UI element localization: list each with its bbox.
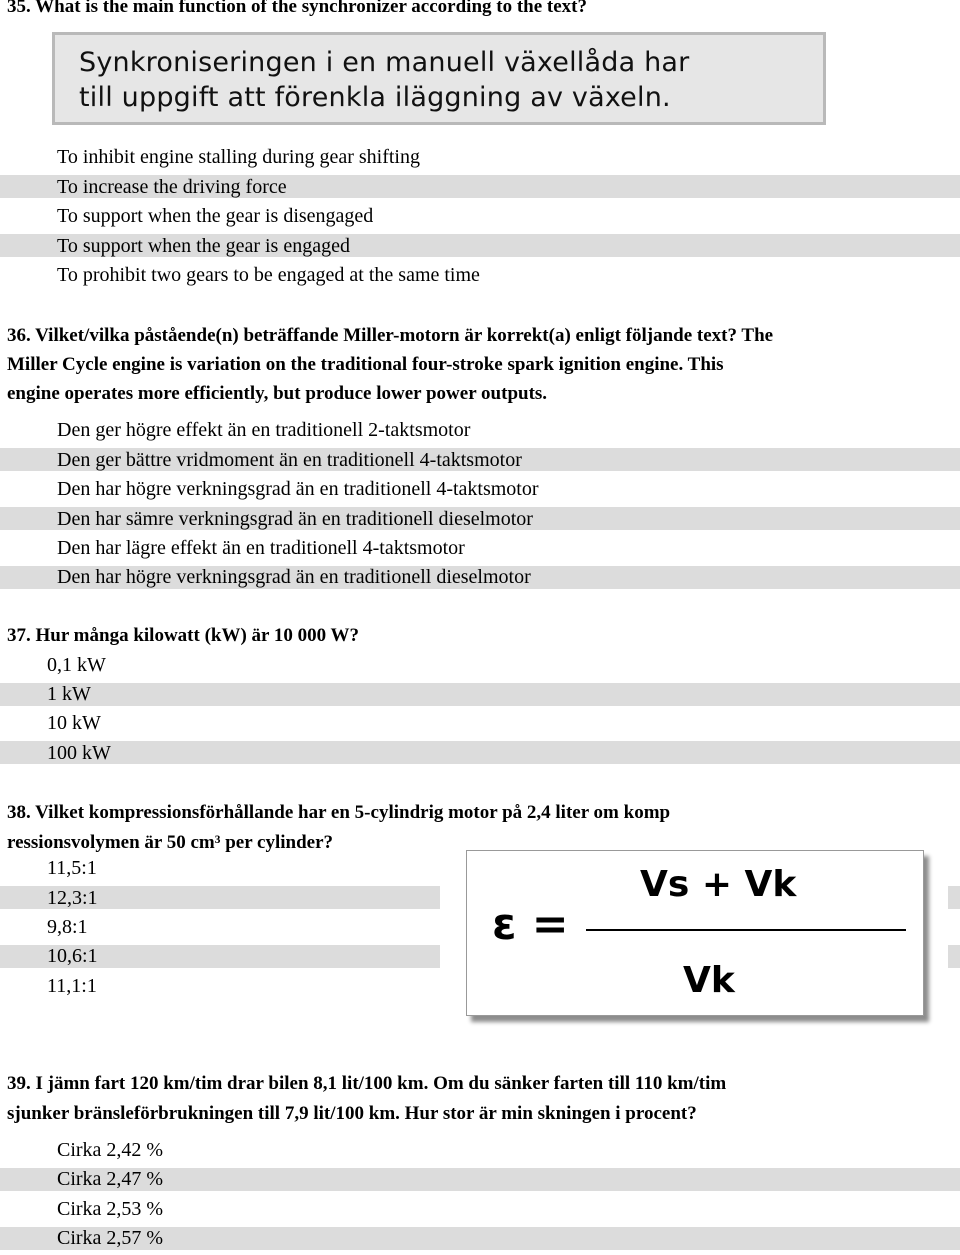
- q37-option-2[interactable]: 1 kW: [47, 683, 91, 705]
- q38-option-5[interactable]: 11,1:1: [47, 975, 97, 997]
- formula-lhs: ε =: [492, 899, 569, 950]
- question-36-line-1: 36. Vilket/vilka påstående(n) beträffande Miller-motorn är korrekt(a) enligt följande text? The: [7, 325, 774, 346]
- question-38-line-1: 38. Vilket kompressionsförhållande har en 5-cylindrig motor på 2,4 liter om komp: [7, 802, 671, 823]
- question-36-line-3: engine operates more efficiently, but produce lower power outputs.: [7, 383, 548, 404]
- q38-option-3[interactable]: 9,8:1: [47, 916, 88, 938]
- q35-option-3[interactable]: To support when the gear is disengaged: [57, 205, 374, 227]
- question-35: 35. What is the main function of the synchronizer according to the text?: [7, 0, 588, 17]
- q35-option-2[interactable]: To increase the driving force: [57, 176, 287, 198]
- q39-option-2[interactable]: Cirka 2,47 %: [57, 1168, 164, 1190]
- q37-option-3[interactable]: 10 kW: [47, 712, 101, 734]
- question-38-line-2: ressionsvolymen är 50 cm³ per cylinder?: [7, 832, 334, 853]
- question-36-line-2: Miller Cycle engine is variation on the traditional four-stroke spark ignition engine. This: [7, 354, 724, 375]
- q36-option-5[interactable]: Den har lägre effekt än en traditionell 4-taktsmotor: [57, 537, 465, 559]
- fraction-bar: [586, 929, 906, 931]
- question-37: 37. Hur många kilowatt (kW) är 10 000 W?: [7, 625, 360, 646]
- q36-option-2[interactable]: Den ger bättre vridmoment än en traditionell 4-taktsmotor: [57, 449, 522, 471]
- q38-option-2[interactable]: 12,3:1: [47, 887, 98, 909]
- image-text-line-1: Synkroniseringen i en manuell växellåda har: [79, 47, 690, 78]
- question-39-line-2: sjunker bränsleförbrukningen till 7,9 lit/100 km. Hur stor är min skningen i procent?: [7, 1103, 697, 1124]
- q36-option-3[interactable]: Den har högre verkningsgrad än en traditionell 4-taktsmotor: [57, 478, 539, 500]
- q38-option-4[interactable]: 10,6:1: [47, 945, 98, 967]
- q35-option-4[interactable]: To support when the gear is engaged: [57, 235, 350, 257]
- swedish-text-image: [52, 32, 826, 125]
- q37-option-1[interactable]: 0,1 kW: [47, 654, 106, 676]
- image-text-line-2: till uppgift att förenkla iläggning av växeln.: [79, 82, 671, 113]
- q38-option-1[interactable]: 11,5:1: [47, 857, 97, 879]
- q37-option-4[interactable]: 100 kW: [47, 742, 111, 764]
- formula-numerator: Vs + Vk: [640, 864, 797, 905]
- q35-option-1[interactable]: To inhibit engine stalling during gear shifting: [57, 146, 420, 168]
- compression-ratio-formula: [440, 842, 948, 1020]
- q36-option-4[interactable]: Den har sämre verkningsgrad än en traditionell dieselmotor: [57, 508, 533, 530]
- q39-option-1[interactable]: Cirka 2,42 %: [57, 1139, 164, 1161]
- q36-option-1[interactable]: Den ger högre effekt än en traditionell 2-taktsmotor: [57, 419, 471, 441]
- option-row-shade: [0, 683, 960, 706]
- question-39-line-1: 39. I jämn fart 120 km/tim drar bilen 8,1 lit/100 km. Om du sänker farten till 110 km/tim: [7, 1073, 727, 1094]
- option-row-shade: [0, 741, 960, 764]
- q35-option-5[interactable]: To prohibit two gears to be engaged at the same time: [57, 264, 480, 286]
- q39-option-3[interactable]: Cirka 2,53 %: [57, 1198, 164, 1220]
- formula-denominator: Vk: [683, 960, 735, 1001]
- q39-option-4[interactable]: Cirka 2,57 %: [57, 1227, 164, 1249]
- q36-option-6[interactable]: Den har högre verkningsgrad än en traditionell dieselmotor: [57, 566, 531, 588]
